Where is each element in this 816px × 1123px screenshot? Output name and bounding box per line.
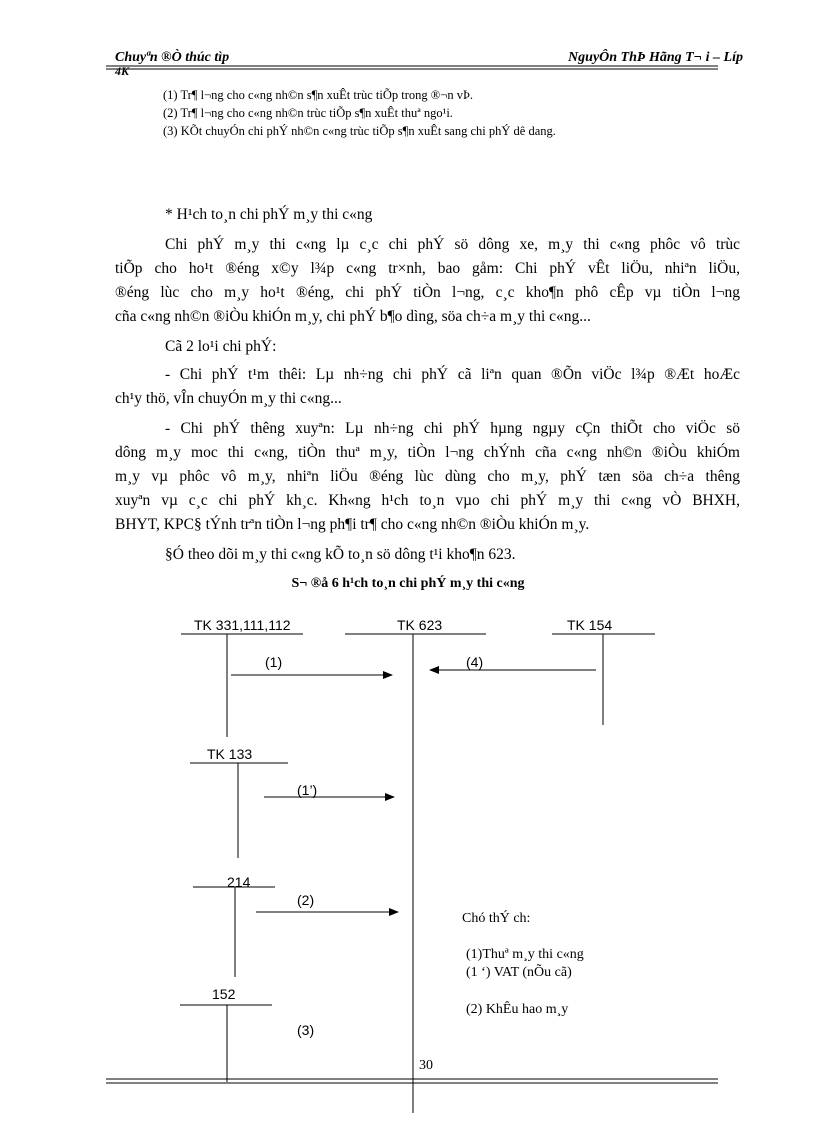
paragraph-5: §Ó theo dõi m¸y thi c«ng kÕ to¸n sö dông t¹i kho¶n 623. xyxy=(165,546,516,563)
t-account-152 xyxy=(180,1005,272,1082)
header-right-author: NguyÔn ThÞ Hãng T¬ i – Líp xyxy=(568,50,743,65)
label-tk-331: TK 331,111,112 xyxy=(194,617,291,633)
t-account-133 xyxy=(190,763,288,858)
arrow-label-2: (2) xyxy=(297,892,315,908)
paragraph-4-line-3: m¸y vµ phôc vô m¸y, nhiªn liÖu ®éng lùc dùng cho m¸y, phÝ tæn söa ch÷a thêng xyxy=(115,468,740,485)
paragraph-1-line-2: tiÕp cho ho¹t ®éng x©y l¾p c«ng tr×nh, bao gåm: Chi phÝ vÊt liÖu, nhiªn liÖu, xyxy=(115,260,740,277)
arrow-label-3: (3) xyxy=(297,1022,315,1038)
label-tk-154: TK 154 xyxy=(567,617,613,633)
paragraph-3-line-1: - Chi phÝ t¹m thêi: Lµ nh÷ng chi phÝ cã liªn quan ®Õn viÖc l¾p ®Æt hoÆc xyxy=(165,366,740,383)
paragraph-2: Cã 2 lo¹i chi phÝ: xyxy=(165,338,277,355)
t-account-623 xyxy=(345,634,486,1113)
note-line-3: (3) KÕt chuyÓn chi phÝ nh©n c«ng trùc tiÕp s¶n xuÊt sang chi phÝ dê dang. xyxy=(163,124,556,138)
paragraph-4-line-2: dông m¸y moc thi c«ng, tiÒn thuª m¸y, tiÒn l¬ng chÝnh cña c«ng nh©n ®iÒu khiÓm xyxy=(115,444,740,461)
paragraph-1-line-3: ®éng lùc cho m¸y ho¹t ®éng, chi phÝ tiÒn l¬ng, c¸c kho¶n phô cÊp vµ tiÒn l¬ng xyxy=(115,284,740,301)
header-left-title: Chuyªn ®Ò thúc tìp xyxy=(115,50,230,65)
page-number: 30 xyxy=(419,1058,433,1073)
t-account-214 xyxy=(193,887,275,977)
legend-item-1-prime: (1 ‘) VAT (nÕu cã) xyxy=(466,965,572,980)
note-line-2: (2) Tr¶ l¬ng cho c«ng nh©n trùc tiÕp s¶n xuÊt thuª ngo¹i. xyxy=(163,106,453,120)
legend-item-2: (2) KhÊu hao m¸y xyxy=(466,1002,569,1017)
legend-heading: Chó thÝ ch: xyxy=(462,911,531,926)
arrow-label-4: (4) xyxy=(466,654,484,670)
paragraph-1-line-4: cña c«ng nh©n ®iÒu khiÓn m¸y, chi phÝ b¶o dìng, söa ch÷a m¸y thi c«ng... xyxy=(115,308,591,325)
paragraph-4-line-4: xuyªn vµ c¸c chi phÝ kh¸c. Kh«ng h¹ch to¸n vµo chi phÝ m¸y thi c«ng vÒ BHXH, xyxy=(115,492,740,509)
note-line-1: (1) Tr¶ l¬ng cho c«ng nh©n s¶n xuÊt trùc tiÕp trong ®¬n vÞ. xyxy=(163,88,474,102)
t-account-331 xyxy=(181,634,303,737)
label-tk-214: 214 xyxy=(227,874,251,890)
label-tk-152: 152 xyxy=(212,986,236,1002)
label-tk-623: TK 623 xyxy=(397,617,443,633)
t-account-154 xyxy=(552,634,655,725)
paragraph-4-line-5: BHYT, KPC§ tÝnh trªn tiÒn l¬ng ph¶i tr¶ cho c«ng nh©n ®iÒu khiÓn m¸y. xyxy=(115,516,590,533)
legend-item-1: (1)Thuª m¸y thi c«ng xyxy=(466,947,584,962)
arrow-label-1: (1) xyxy=(265,654,283,670)
section-heading: * H¹ch to¸n chi phÝ m¸y thi c«ng xyxy=(165,206,373,223)
arrow-label-1-prime: (1’) xyxy=(297,782,318,798)
paragraph-3-line-2: ch¹y thö, vÎn chuyÓn m¸y thi c«ng... xyxy=(115,390,342,407)
label-tk-133: TK 133 xyxy=(207,746,253,762)
header-overflow-text: 4K xyxy=(115,64,130,78)
paragraph-4-line-1: - Chi phÝ thêng xuyªn: Lµ nh÷ng chi phÝ hµng ngµy cÇn thiÕt cho viÖc sö xyxy=(165,420,740,437)
paragraph-1-line-1: Chi phÝ m¸y thi c«ng lµ c¸c chi phÝ sö dông xe, m¸y thi c«ng phôc vô trùc xyxy=(165,236,740,253)
diagram-title: S¬ ®å 6 h¹ch to¸n chi phÝ m¸y thi c«ng xyxy=(291,576,525,591)
